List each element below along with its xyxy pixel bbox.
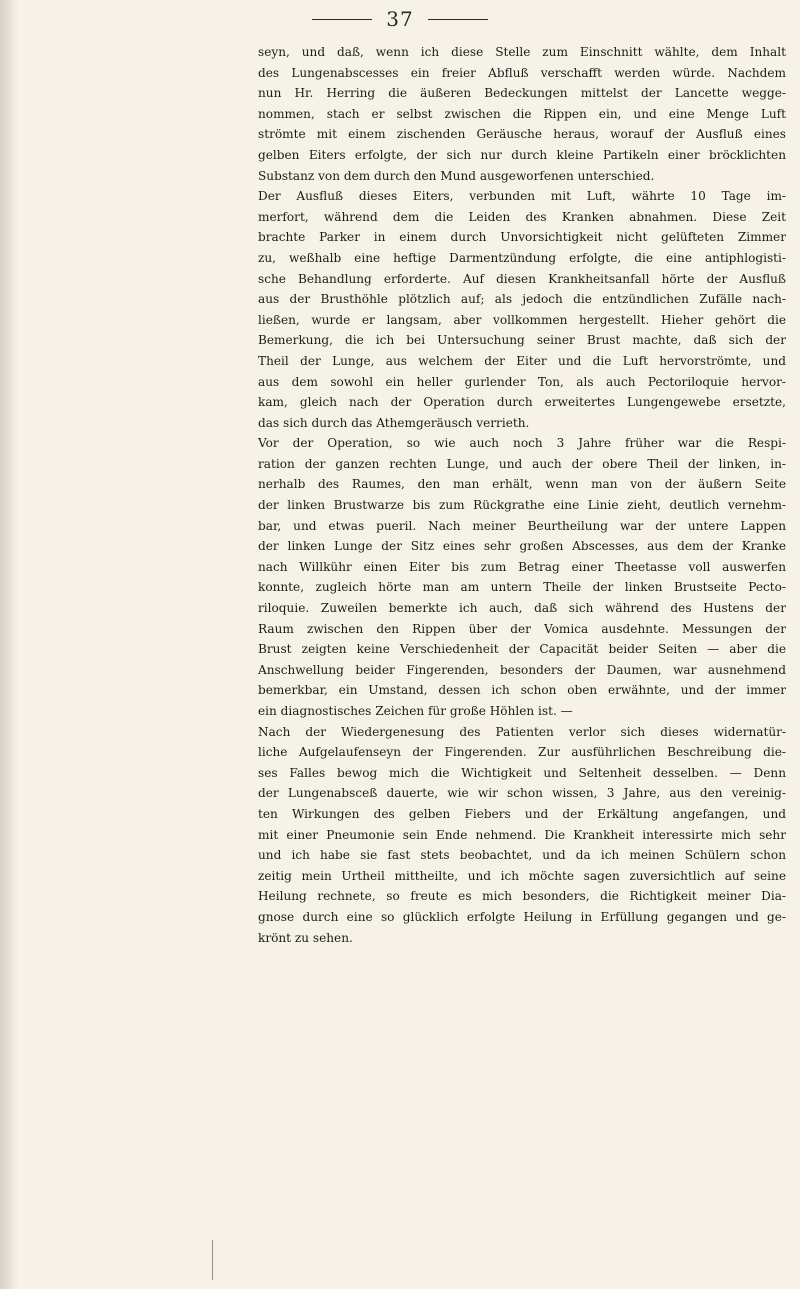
text-line: der linken Lunge der Sitz eines sehr großen Abscesses, aus dem der Kranke xyxy=(258,539,786,554)
text-line: merfort, während dem die Leiden des Kranken abnahmen. Diese Zeit xyxy=(258,209,786,224)
text-line: gelben Eiters erfolgte, der sich nur durch kleine Partikeln einer bröcklichten xyxy=(258,147,786,162)
text-line: brachte Parker in einem durch Unvorsichtigkeit nicht gelüfteten Zimmer xyxy=(258,230,786,245)
header-rule-right xyxy=(428,19,488,20)
text-line: bemerkbar, ein Umstand, dessen ich schon oben erwähnte, und der immer xyxy=(258,683,786,698)
paragraph xyxy=(258,722,786,949)
text-line: mit einer Pneumonie sein Ende nehmend. Die Krankheit interessirte mich sehr xyxy=(258,827,786,842)
text-line: ses Falles bewog mich die Wichtigkeit und Seltenheit desselben. — Denn xyxy=(258,765,786,780)
text-line: nerhalb des Raumes, den man erhält, wenn man von der äußern Seite xyxy=(258,477,786,492)
text-line: des Lungenabscesses ein freier Abfluß verschafft werden würde. Nachdem xyxy=(258,65,786,80)
body-text xyxy=(258,42,786,948)
text-line: Heilung rechnete, so freute es mich besonders, die Richtigkeit meiner Dia- xyxy=(258,889,786,904)
text-line: nun Hr. Herring die äußeren Bedeckungen mittelst der Lancette wegge- xyxy=(258,86,786,101)
page-number: 37 xyxy=(386,7,414,31)
text-line: Anschwellung beider Fingerenden, besonders der Daumen, war ausnehmend xyxy=(258,662,786,677)
paragraph xyxy=(258,186,786,433)
text-line: zeitig mein Urtheil mittheilte, und ich möchte sagen zuversichtlich auf seine xyxy=(258,868,786,883)
text-line: nommen, stach er selbst zwischen die Rippen ein, und eine Menge Luft xyxy=(258,106,786,121)
text-line: liche Aufgelaufenseyn der Fingerenden. Zur ausführlichen Beschreibung die- xyxy=(258,745,786,760)
text-line: krönt zu sehen. xyxy=(258,930,353,945)
text-line: Bemerkung, die ich bei Untersuchung seiner Brust machte, daß sich der xyxy=(258,333,786,348)
text-line: aus dem sowohl ein heller gurlender Ton, als auch Pectoriloquie hervor- xyxy=(258,374,786,389)
text-line: riloquie. Zuweilen bemerkte ich auch, daß sich während des Hustens der xyxy=(258,601,786,616)
text-line: Theil der Lunge, aus welchem der Eiter und die Luft hervorströmte, und xyxy=(258,353,786,368)
text-line: Raum zwischen den Rippen über der Vomica ausdehnte. Messungen der xyxy=(258,621,786,636)
text-line: nach Willkühr einen Eiter bis zum Betrag einer Theetasse voll auswerfen xyxy=(258,559,786,574)
text-line: bar, und etwas pueril. Nach meiner Beurtheilung war der untere Lappen xyxy=(258,518,786,533)
page-header xyxy=(0,4,800,34)
text-line: konnte, zugleich hörte man am untern Theile der linken Brustseite Pecto- xyxy=(258,580,786,595)
text-line: und ich habe sie fast stets beobachtet, und da ich meinen Schülern schon xyxy=(258,848,786,863)
text-line: zu, weßhalb eine heftige Darmentzündung erfolgte, die eine antiphlogisti- xyxy=(258,250,786,265)
text-line: Nach der Wiedergenesung des Patienten verlor sich dieses widernatür- xyxy=(258,724,786,739)
text-line: der linken Brustwarze bis zum Rückgrathe eine Linie zieht, deutlich vernehm- xyxy=(258,498,786,513)
text-line: Vor der Operation, so wie auch noch 3 Jahre früher war die Respi- xyxy=(258,436,786,451)
text-line: der Lungenabsceß dauerte, wie wir schon wissen, 3 Jahre, aus den vereinig- xyxy=(258,786,786,801)
text-line: ration der ganzen rechten Lunge, und auch der obere Theil der linken, in- xyxy=(258,456,786,471)
text-line: sche Behandlung erforderte. Auf diesen Krankheitsanfall hörte der Ausfluß xyxy=(258,271,786,286)
text-line: Substanz von dem durch den Mund ausgeworfenen unterschied. xyxy=(258,168,655,183)
text-line: Der Ausfluß dieses Eiters, verbunden mit Luft, währte 10 Tage im- xyxy=(258,189,786,204)
text-line: Brust zeigten keine Verschiedenheit der Capacität beider Seiten — aber die xyxy=(258,642,786,657)
text-line: kam, gleich nach der Operation durch erweitertes Lungengewebe ersetzte, xyxy=(258,395,786,410)
text-line: das sich durch das Athemgeräusch verrieth. xyxy=(258,415,530,430)
text-line: strömte mit einem zischenden Geräusche heraus, worauf der Ausfluß eines xyxy=(258,127,786,142)
paragraph xyxy=(258,433,786,721)
page-edge-mark xyxy=(212,1240,213,1280)
text-line: ließen, wurde er langsam, aber vollkommen hergestellt. Hieher gehört die xyxy=(258,312,786,327)
header-rule-left xyxy=(312,19,372,20)
page-binding-shadow xyxy=(0,0,18,1289)
text-line: seyn, und daß, wenn ich diese Stelle zum Einschnitt wählte, dem Inhalt xyxy=(258,45,786,59)
paragraph xyxy=(258,42,786,186)
text-line: ten Wirkungen des gelben Fiebers und der Erkältung angefangen, und xyxy=(258,806,786,821)
text-line: aus der Brusthöhle plötzlich auf; als jedoch die entzündlichen Zufälle nach- xyxy=(258,292,786,307)
text-line: ein diagnostisches Zeichen für große Höhlen ist. — xyxy=(258,704,573,718)
text-line: gnose durch eine so glücklich erfolgte Heilung in Erfüllung gegangen und ge- xyxy=(258,909,786,924)
